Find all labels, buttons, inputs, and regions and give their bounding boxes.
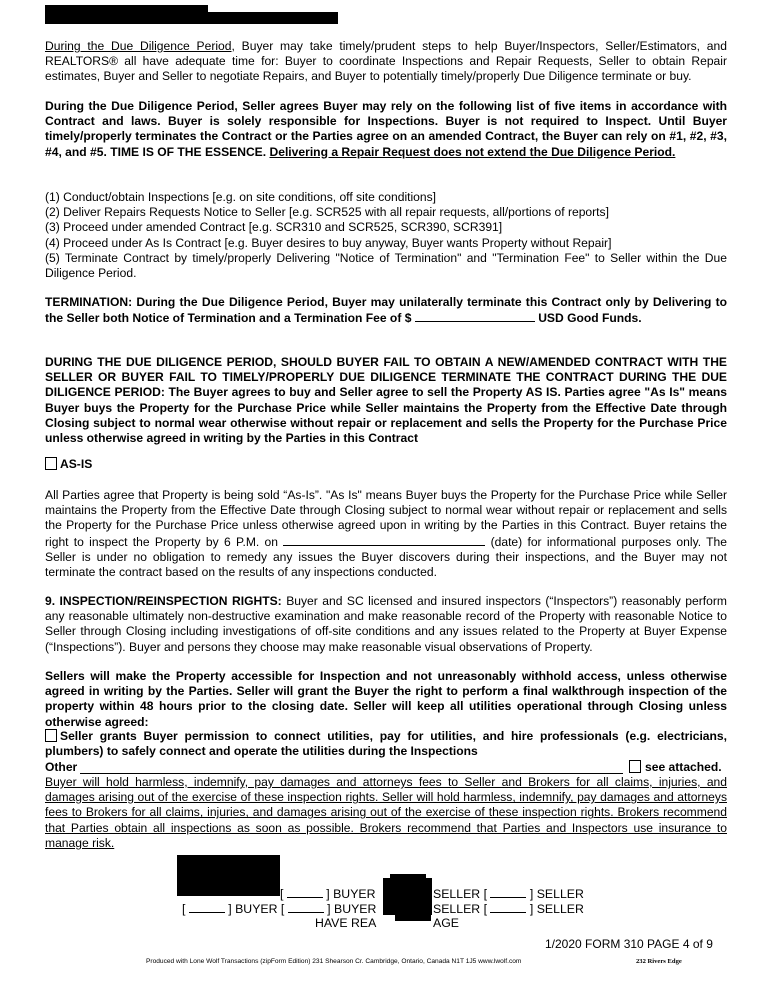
seller-label-2: SELLER: [536, 887, 584, 901]
buyer-initial-field-3[interactable]: [189, 901, 225, 913]
asis-label: AS-IS: [60, 457, 93, 471]
age-label: AGE: [433, 916, 459, 930]
options-list: [45, 190, 727, 281]
seller-label-1: SELLER: [433, 887, 481, 901]
asis-text-after: (date) for informational purposes only. The Seller is under no obligation to remedy any issues the Buyer discovers during their inspections, and the Buyer may not terminate the contract based on the results of any inspections conducted.: [45, 534, 727, 580]
section-9-heading: 9. INSPECTION/REINSPECTION RIGHTS:: [45, 594, 282, 608]
section-9-intro: [45, 594, 727, 655]
section-9-text: Buyer and SC licensed and insured inspectors (“Inspectors”) reasonably perform any reasonable ultimately non-destructive examination and make reasonable record of the Property with reasonable Notice to Seller through Closing including investigations of off-site conditions and any issues related to the Property at Buyer Expense (“Inspections”). Buyer and persons they choose may make reasonable visual observations of Property.: [45, 594, 727, 654]
redaction-buyer-initials: [177, 855, 280, 896]
buyer-label-4: BUYER: [334, 902, 377, 916]
asis-option: [45, 457, 727, 472]
option-1: (1) Conduct/obtain Inspections [e.g. on site conditions, off site conditions]: [45, 190, 437, 204]
option-5: (5) Terminate Contract by timely/properly Delivering "Notice of Termination" and "Termination Fee" to Seller within the Due Diligence Period.: [45, 250, 727, 281]
initials-seller-row-1a: SELLER [ ] SELLER: [433, 887, 584, 901]
paragraph-due-diligence-reliance: [45, 99, 727, 160]
termination-suffix: USD Good Funds.: [538, 311, 642, 326]
have-read-label: HAVE REA: [315, 916, 377, 930]
hold-harmless-paragraph: Buyer will hold harmless, indemnify, pay damages and attorneys fees to Seller and Brokers for all claims, injuries, and damages arising out of the exercise of these inspection rights. Seller will hold harmless, indemnify, pay damages and attorneys fees to Brokers for all claims, injuries, and damages arising out of the exercise of these inspection rights. Brokers recommend that Parties obtain all inspections as soon as possible. Brokers recommend that Parties and Inspectors use insurance to manage risk.: [45, 775, 727, 850]
other-row: [45, 760, 727, 775]
buyer-initial-field-2[interactable]: [287, 886, 323, 898]
seller-initial-field-2[interactable]: [490, 886, 526, 898]
redaction-seller-initials-top: [390, 874, 426, 882]
paragraph-due-diligence-steps: [45, 39, 727, 85]
see-attached-checkbox[interactable]: [629, 760, 641, 773]
redaction-seller-initials-bottom: [395, 914, 431, 921]
utilities-text: Seller grants Buyer permission to connect utilities, pay for utilities, and hire professionals (e.g. electricians, plumbers) to safely connect and operate the utilities during the Inspections: [45, 729, 727, 759]
see-attached-label: see attached.: [645, 760, 722, 774]
initials-row-1: [ ] BUYER: [280, 887, 376, 901]
other-label: Other: [45, 760, 78, 774]
termination-text: TERMINATION: During the Due Diligence Period, Buyer may unilaterally terminate this Contract only by Delivering to the Seller both Notice of Termination and a Termination Fee of $: [45, 295, 727, 326]
termination-fee-field[interactable]: [415, 310, 535, 322]
property-address: 232 Rivers Edge: [636, 958, 682, 965]
redaction-seller-initials: [383, 878, 432, 915]
seller-initial-field-4[interactable]: [490, 901, 526, 913]
form-page-number: 1/2020 FORM 310 PAGE 4 of 9: [545, 937, 713, 951]
seller-label-3: SELLER: [433, 902, 481, 916]
paragraph-failure-as-is: DURING THE DUE DILIGENCE PERIOD, SHOULD BUYER FAIL TO OBTAIN A NEW/AMENDED CONTRACT WITH THE SELLER OR BUYER FAIL TO TIMELY/PROPERLY DUE DILIGENCE TERMINATE THE CONTRACT DURING THE DUE DILIGENCE PERIOD: The Buyer agrees to buy and Seller agree to sell the Property AS IS. Parties agree "As Is" means Buyer buys the Property for the Purchase Price while Seller maintains the Property from the Effective Date through Closing subject to normal wear otherwise without repair or replacement and sells the Property for the Purchase Price unless otherwise agreed in writing by the Parties in this Contract: [45, 355, 727, 446]
asis-text-before: All Parties agree that Property is being sold “As-Is”. "As Is" means Buyer buys the Property for the Purchase Price while Seller maintains the Property from the Effective Date through Closing subject to normal wear without repair or replacement and sells the Property for the Purchase Price unless otherwise agreed upon in writing by the Parties in this Contract. Buyer retains the right to inspect the Property by 6 P.M. on: [45, 488, 727, 549]
asis-checkbox[interactable]: [45, 457, 57, 470]
initials-row-2: [ ] BUYER [ ] BUYER: [182, 902, 377, 916]
buyer-label-2: BUYER: [333, 887, 376, 901]
buyer-label-3: BUYER: [235, 902, 278, 916]
utilities-option: [45, 729, 727, 759]
other-field[interactable]: [80, 760, 623, 774]
produced-with: Produced with Lone Wolf Transactions (zipForm Edition) 231 Shearson Cr. Cambridge, Ontario, Canada N1T 1J5 www.lwolf.com: [146, 958, 522, 965]
initials-seller-row-2: SELLER [ ] SELLER: [433, 902, 584, 916]
reliance-text: During the Due Diligence Period, Seller agrees Buyer may rely on the following list of five items in accordance with Contract and laws. Buyer is solely responsible for Inspections. Buyer is not required to Inspect. Until Buyer timely/properly terminates the Contract or the Parties agree on an amended Contract, the Buyer can rely on #1, #2, #3, #4, and #5. TIME IS OF THE ESSENCE.: [45, 99, 727, 159]
redaction-header-2: [45, 12, 338, 24]
utilities-checkbox[interactable]: [45, 729, 57, 742]
option-2: (2) Deliver Repairs Requests Notice to Seller [e.g. SCR525 with all repair requests, all/portions of reports]: [45, 205, 609, 220]
seller-label-4: SELLER: [536, 902, 584, 916]
paragraph-as-is: [45, 488, 727, 580]
option-3: (3) Proceed under amended Contract [e.g. SCR310 and SCR525, SCR390, SCR391]: [45, 220, 503, 235]
option-4: (4) Proceed under As Is Contract [e.g. Buyer desires to buy anyway, Buyer wants Property without Repair]: [45, 235, 612, 250]
repair-request-note: Delivering a Repair Request does not extend the Due Diligence Period.: [269, 144, 676, 159]
due-diligence-lead: During the Due Diligence Period: [45, 39, 232, 53]
buyer-initial-field-4[interactable]: [288, 901, 324, 913]
section-9-access: Sellers will make the Property accessible for Inspection and not unreasonably withhold access, unless otherwise agreed in writing by the Parties. Seller will grant the Buyer the right to perform a final walkthrough inspection of the property within 48 hours prior to the closing date. Seller will keep all utilities operational through Closing unless otherwise agreed:: [45, 669, 727, 729]
paragraph-termination: [45, 295, 727, 326]
inspection-date-field[interactable]: [283, 534, 485, 546]
due-diligence-text: , Buyer may take timely/prudent steps to help Buyer/Inspectors, Seller/Estimators, and REALTORS® all have adequate time for: Buyer to coordinate Inspections and Repair Requests, Seller to obtain Repair estimates, Buyer and Seller to negotiate Repairs, and Buyer to potentially timely/properly Due Diligence terminate or buy.: [45, 39, 727, 84]
